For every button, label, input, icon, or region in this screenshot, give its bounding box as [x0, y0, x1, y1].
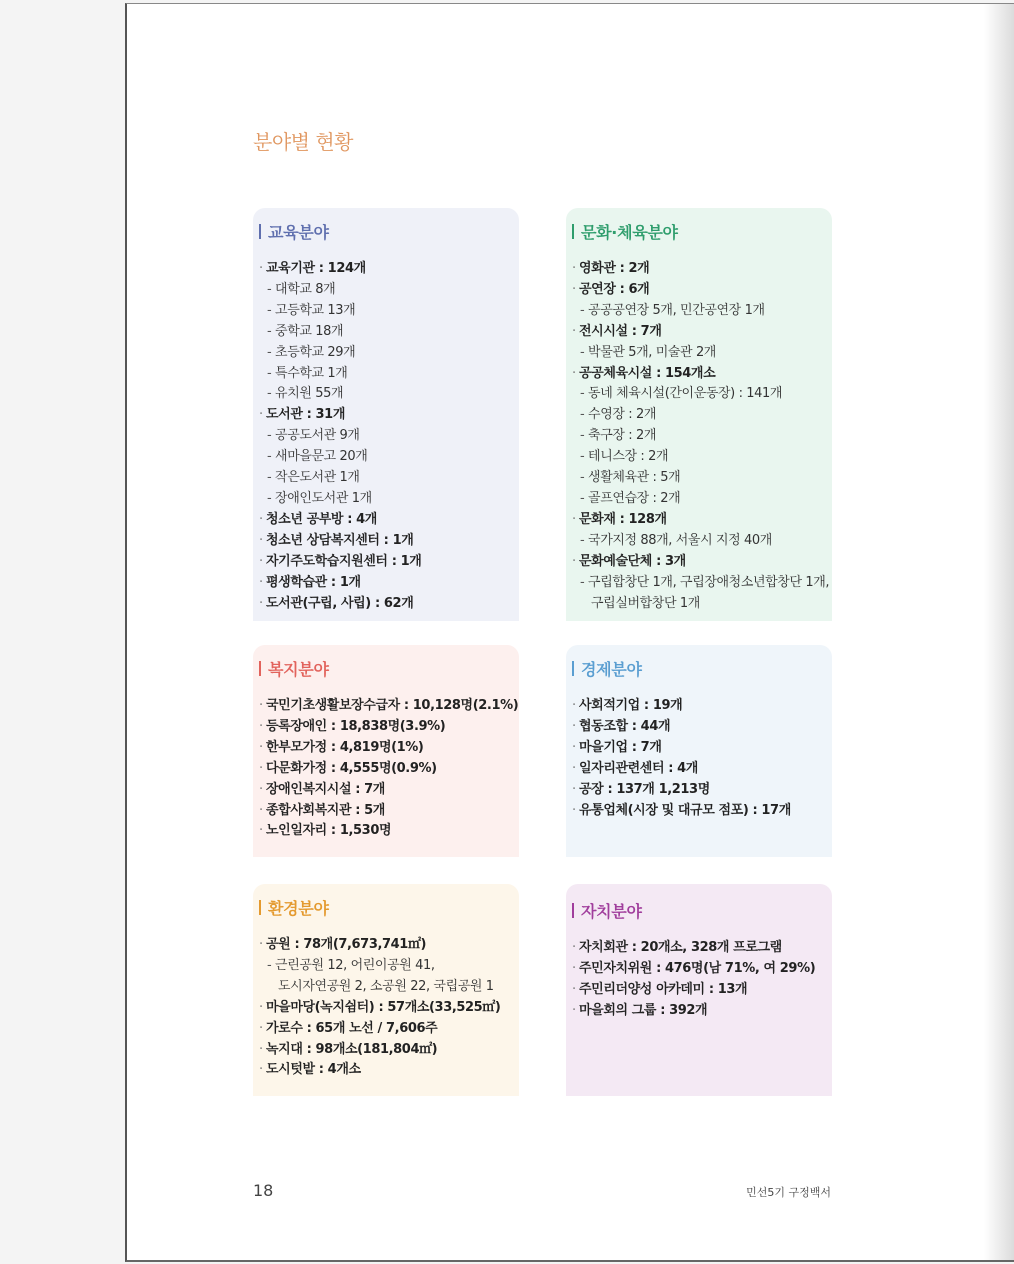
list-item: · 도서관 : 31개	[259, 405, 519, 426]
list-item: · 주민자치위원 : 476명(남 71%, 여 29%)	[572, 959, 832, 980]
list-item: · 가로수 : 65개 노선 / 7,606주	[259, 1019, 519, 1040]
education-title-text: 교육분야	[268, 223, 329, 242]
sub-list-item: - 고등학교 13개	[259, 301, 519, 322]
sub-list-item: - 중학교 18개	[259, 322, 519, 343]
welfare-list	[259, 696, 519, 842]
list-item: · 종합사회복지관 : 5개	[259, 801, 519, 822]
list-item: · 자치회관 : 20개소, 328개 프로그램	[572, 938, 832, 959]
welfare-title	[259, 657, 519, 680]
title-bar	[572, 661, 574, 676]
list-item: · 다문화가정 : 4,555명(0.9%)	[259, 759, 519, 780]
list-item: · 사회적기업 : 19개	[572, 696, 832, 717]
list-item: · 자기주도학습지원센터 : 1개	[259, 552, 519, 573]
list-item: · 청소년 상담복지센터 : 1개	[259, 531, 519, 552]
title-bar	[572, 224, 574, 239]
sub-list-item: - 새마을문고 20개	[259, 447, 519, 468]
sub-list-item: - 국가지정 88개, 서울시 지정 40개	[572, 531, 832, 552]
sub-list-item: - 공공도서관 9개	[259, 426, 519, 447]
page-title: 분야별 현황	[253, 130, 353, 154]
autonomy-list	[572, 938, 832, 1022]
culture-title-text: 문화·체육분야	[581, 223, 678, 242]
sub-list-item: - 구립합창단 1개, 구립장애청소년합창단 1개,	[572, 573, 832, 594]
list-item: · 마을마당(녹지쉼터) : 57개소(33,525㎡)	[259, 998, 519, 1019]
economy-list	[572, 696, 832, 821]
sub-list-item: - 테니스장 : 2개	[572, 447, 832, 468]
sub-list-item: - 초등학교 29개	[259, 343, 519, 364]
culture-list	[572, 259, 832, 614]
list-item: · 협동조합 : 44개	[572, 717, 832, 738]
environment-title-text: 환경분야	[268, 899, 329, 918]
list-item: · 문화예술단체 : 3개	[572, 552, 832, 573]
sub-list-item: 도시자연공원 2, 소공원 22, 국립공원 1	[278, 978, 494, 994]
list-item: · 청소년 공부방 : 4개	[259, 510, 519, 531]
list-item: · 주민리더양성 아카데미 : 13개	[572, 980, 832, 1001]
sub-list-item: - 동네 체육시설(간이운동장) : 141개	[572, 384, 832, 405]
sub-list-item: - 작은도서관 1개	[259, 468, 519, 489]
environment-section	[253, 884, 519, 1096]
page-edge-shadow	[984, 4, 1014, 1260]
sub-list-item: - 박물관 5개, 미술관 2개	[572, 343, 832, 364]
sub-list-item: - 골프연습장 : 2개	[572, 489, 832, 510]
welfare-title-text: 복지분야	[268, 660, 329, 679]
title-bar	[259, 900, 261, 915]
sub-list-item: - 근린공원 12, 어린이공원 41,	[259, 956, 519, 977]
environment-title	[259, 896, 519, 919]
sub-list-item: - 생활체육관 : 5개	[572, 468, 832, 489]
sub-list-item: - 축구장 : 2개	[572, 426, 832, 447]
page-number: 18	[253, 1181, 274, 1200]
education-list	[259, 259, 519, 614]
list-item: · 공원 : 78개(7,673,741㎡)	[259, 935, 519, 956]
list-item: · 영화관 : 2개	[572, 259, 832, 280]
culture-title	[572, 220, 832, 243]
list-item: · 등록장애인 : 18,838명(3.9%)	[259, 717, 519, 738]
list-item: · 장애인복지시설 : 7개	[259, 780, 519, 801]
list-item: · 평생학습관 : 1개	[259, 573, 519, 594]
list-item: · 유통업체(시장 및 대규모 점포) : 17개	[572, 801, 832, 822]
sub-list-item: - 유치원 55개	[259, 384, 519, 405]
list-item: · 마을기업 : 7개	[572, 738, 832, 759]
list-item: · 공장 : 137개 1,213명	[572, 780, 832, 801]
title-bar	[259, 224, 261, 239]
title-bar	[259, 661, 261, 676]
title-bar	[572, 903, 574, 918]
autonomy-section	[566, 884, 832, 1096]
book-title: 민선5기 구정백서	[746, 1186, 831, 1199]
list-item: · 전시시설 : 7개	[572, 322, 832, 343]
education-title	[259, 220, 519, 243]
list-item: · 마을회의 그룹 : 392개	[572, 1001, 832, 1022]
list-item: · 도시텃밭 : 4개소	[259, 1060, 519, 1081]
environment-list	[259, 935, 519, 1081]
document-page	[125, 3, 1014, 1262]
sub-list-item: - 공공공연장 5개, 민간공연장 1개	[572, 301, 832, 322]
sub-list-item: - 수영장 : 2개	[572, 405, 832, 426]
list-item: · 도서관(구립, 사립) : 62개	[259, 594, 519, 615]
list-item: · 국민기초생활보장수급자 : 10,128명(2.1%)	[259, 696, 519, 717]
list-item: · 노인일자리 : 1,530명	[259, 821, 519, 842]
list-item: · 공연장 : 6개	[572, 280, 832, 301]
economy-section	[566, 645, 832, 857]
economy-title-text: 경제분야	[581, 660, 642, 679]
list-item: · 교육기관 : 124개	[259, 259, 519, 280]
sub-list-item: - 장애인도서관 1개	[259, 489, 519, 510]
welfare-section	[253, 645, 519, 857]
list-item: · 한부모가정 : 4,819명(1%)	[259, 738, 519, 759]
list-item: · 공공체육시설 : 154개소	[572, 364, 832, 385]
education-section	[253, 208, 519, 621]
sub-list-item: - 특수학교 1개	[259, 364, 519, 385]
sub-list-item: 구립실버합창단 1개	[591, 595, 700, 611]
autonomy-title-text: 자치분야	[581, 902, 642, 921]
list-item: · 일자리관련센터 : 4개	[572, 759, 832, 780]
economy-title	[572, 657, 832, 680]
sub-list-item: - 대학교 8개	[259, 280, 519, 301]
autonomy-title	[572, 899, 832, 922]
culture-sports-section	[566, 208, 832, 621]
list-item: · 녹지대 : 98개소(181,804㎡)	[259, 1040, 519, 1061]
list-item: · 문화재 : 128개	[572, 510, 832, 531]
